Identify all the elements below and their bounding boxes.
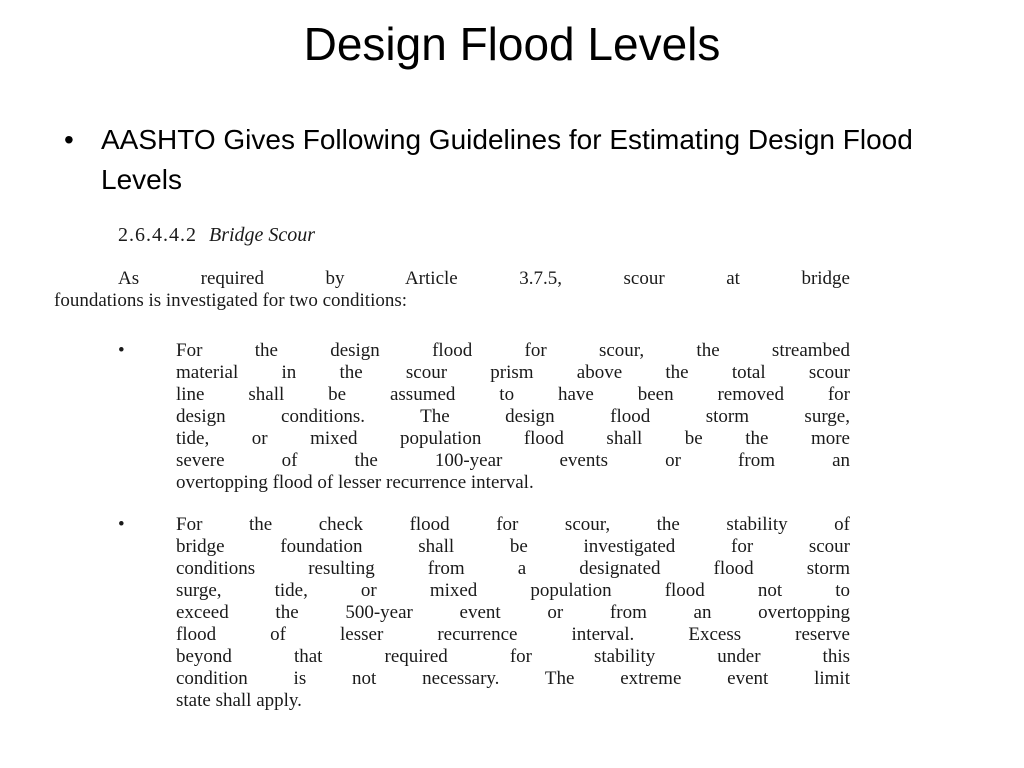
item-marker: • <box>118 514 125 535</box>
item-line: state shall apply. <box>176 690 302 711</box>
item-line: For the design flood for scour, the streambed <box>176 340 850 361</box>
item-line: material in the scour prism above the total scour <box>176 362 850 383</box>
item-line: exceed the 500-year event or from an overtopping <box>176 602 850 623</box>
intro-paragraph <box>54 268 850 312</box>
item-line: tide, or mixed population flood shall be the more <box>176 428 850 449</box>
item-line: overtopping flood of lesser recurrence interval. <box>176 472 534 493</box>
item-line: bridge foundation shall be investigated for scour <box>176 536 850 557</box>
bullet-text: AASHTO Gives Following Guidelines for Estimating Design Flood Levels <box>101 124 913 195</box>
bullet-marker: • <box>64 124 74 155</box>
item-line: severe of the 100-year events or from an <box>176 450 850 471</box>
section-number: 2.6.4.4.2 <box>118 224 197 246</box>
item-line: design conditions. The design flood storm surge, <box>176 406 850 427</box>
item-line: flood of lesser recurrence interval. Excess reserve <box>176 624 850 645</box>
intro-line: As required by Article 3.7.5, scour at bridge <box>118 268 850 289</box>
section-heading <box>118 222 315 248</box>
slide-title: Design Flood Levels <box>303 18 721 70</box>
item-line: condition is not necessary. The extreme event limit <box>176 668 850 689</box>
intro-line: foundations is investigated for two conditions: <box>54 290 408 311</box>
item-line: conditions resulting from a designated flood storm <box>176 558 850 579</box>
item-line: beyond that required for stability under this <box>176 646 850 667</box>
item-marker: • <box>118 340 125 361</box>
section-title: Bridge Scour <box>209 224 316 246</box>
item-line: For the check flood for scour, the stability of <box>176 514 850 535</box>
item-line: line shall be assumed to have been removed for <box>176 384 850 405</box>
item-line: surge, tide, or mixed population flood not to <box>176 580 850 601</box>
